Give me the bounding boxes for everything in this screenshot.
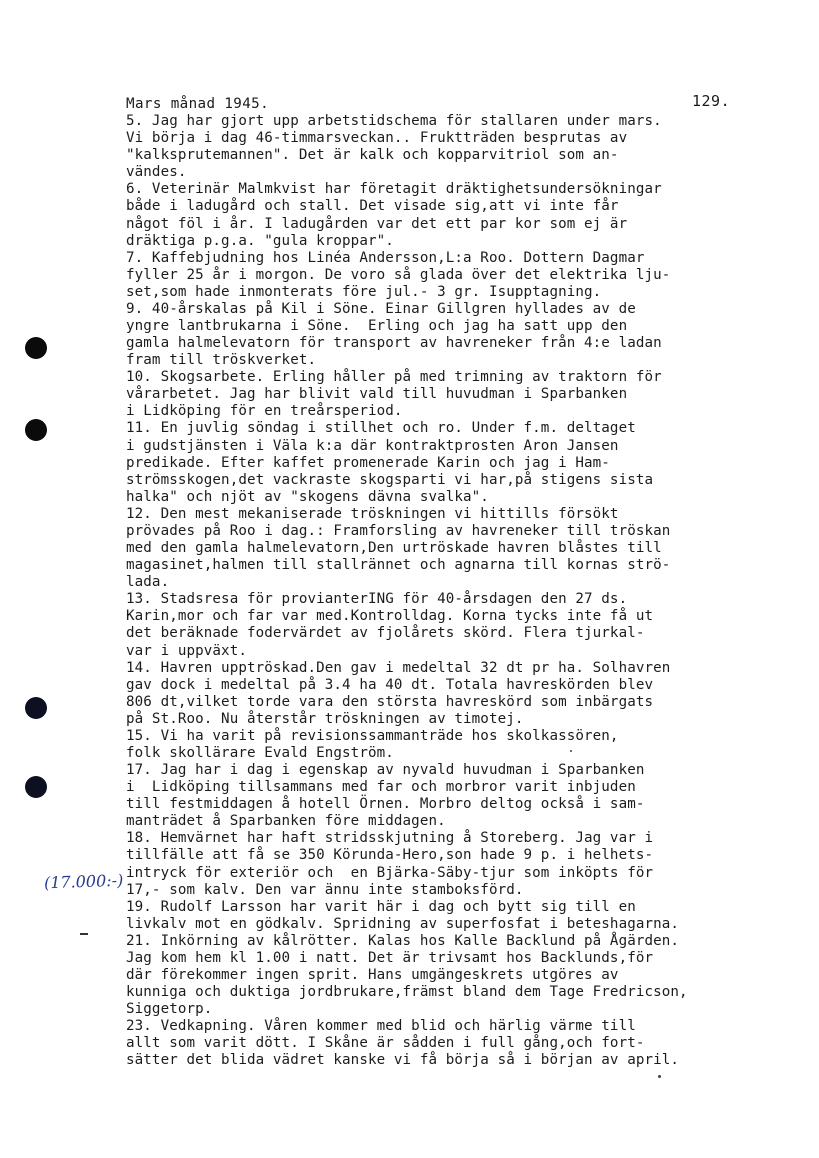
- text-line: 21. Inkörning av kålrötter. Kalas hos Kalle Backlund på Ågärden.: [126, 932, 680, 949]
- text-line: vändes.: [126, 164, 187, 181]
- text-line: i Lidköping tillsammans med far och morbror varit inbjuden: [126, 779, 636, 796]
- text-line: gamla halmelevatorn för transport av havreneker från 4:e ladan: [126, 335, 662, 352]
- text-line: 806 dt,vilket torde vara den största havreskörd som inbärgats: [126, 693, 654, 710]
- text-line: livkalv mot en gödkalv. Spridning av superfosfat i beteshagarna.: [126, 915, 680, 932]
- text-line: prövades på Roo i dag.: Framforsling av havreneker till tröskan: [126, 522, 671, 539]
- text-line: där förekommer ingen sprit. Hans umgängeskrets utgöres av: [126, 966, 619, 983]
- margin-dash-mark: [80, 933, 88, 935]
- text-line: 15. Vi ha varit på revisionssammanträde hos skolkassören,: [126, 727, 619, 744]
- text-line: tillfälle att få se 350 Körunda-Hero,son hade 9 p. i helhets-: [126, 847, 654, 864]
- punch-hole: [25, 776, 47, 798]
- page-heading: Mars månad 1945.: [126, 96, 270, 112]
- ink-speck: [658, 1075, 661, 1078]
- text-line: 14. Havren upptröskad.Den gav i medeltal 32 dt pr ha. Solhavren: [126, 659, 671, 676]
- text-line: i gudstjänsten i Väla k:a där kontraktprosten Aron Jansen: [126, 437, 619, 454]
- text-line: 13. Stadsresa för provianterING för 40-årsdagen den 27 ds.: [126, 591, 628, 608]
- text-line: 5. Jag har gjort upp arbetstidschema för stallaren under mars.: [126, 113, 662, 130]
- text-line: set,som hade inmonterats före jul.- 3 gr. Isupptagning.: [126, 283, 602, 300]
- ink-speck: [570, 750, 572, 752]
- text-line: 17,- som kalv. Den var ännu inte stamboksförd.: [126, 881, 524, 898]
- text-line: i Lidköping för en treårsperiod.: [126, 403, 403, 420]
- text-line: var i uppväxt.: [126, 642, 247, 659]
- text-line: både i ladugård och stall. Det visade sig,att vi inte får: [126, 198, 619, 215]
- typewritten-text: [126, 96, 786, 1069]
- text-line: Jag kom hem kl 1.00 i natt. Det är trivsamt hos Backlunds,för: [126, 949, 654, 966]
- text-line: allt som varit dött. I Skåne är sådden i full gång,och fort-: [126, 1035, 645, 1052]
- text-line: 6. Veterinär Malmkvist har företagit dräktighetsundersökningar: [126, 181, 662, 198]
- text-line: vårarbetet. Jag har blivit vald till huvudman i Sparbanken: [126, 386, 628, 403]
- text-line: 10. Skogsarbete. Erling håller på med trimning av traktorn för: [126, 369, 662, 386]
- text-line: Karin,mor och far var med.Kontrolldag. Korna tycks inte få ut: [126, 608, 654, 625]
- text-line: yngre lantbrukarna i Söne. Erling och jag ha satt upp den: [126, 318, 628, 335]
- handwritten-margin-note: (17.000:-): [43, 870, 124, 893]
- text-line: strömsskogen,det vackraste skogsparti vi har,på stigens sista: [126, 471, 654, 488]
- text-line: till festmiddagen å hotell Örnen. Morbro deltog också i sam-: [126, 796, 645, 813]
- page-number: 129.: [692, 92, 731, 110]
- text-line: Siggetorp.: [126, 1001, 213, 1018]
- punch-hole: [25, 697, 47, 719]
- punch-hole: [25, 419, 47, 441]
- text-line: fram till tröskverket.: [126, 352, 317, 369]
- text-line: "kalksprutemannen". Det är kalk och kopparvitriol som an-: [126, 147, 619, 164]
- text-line: 12. Den mest mekaniserade tröskningen vi hittills försökt: [126, 505, 619, 522]
- text-line: 7. Kaffebjudning hos Linéa Andersson,L:a Roo. Dottern Dagmar: [126, 249, 645, 266]
- text-line: kunniga och duktiga jordbrukare,främst bland dem Tage Fredricson,: [126, 984, 688, 1001]
- text-line: med den gamla halmelevatorn,Den urtröskade havren blåstes till: [126, 540, 662, 557]
- text-line: något föl i år. I ladugården var det ett par kor som ej är: [126, 215, 628, 232]
- text-line: sätter det blida vädret kanske vi få börja så i början av april.: [126, 1052, 680, 1069]
- text-line: 23. Vedkapning. Våren kommer med blid och härlig värme till: [126, 1018, 636, 1035]
- text-line: predikade. Efter kaffet promenerade Karin och jag i Ham-: [126, 454, 610, 471]
- punch-hole: [25, 337, 47, 359]
- text-line: 19. Rudolf Larsson har varit här i dag och bytt sig till en: [126, 898, 636, 915]
- text-line: lada.: [126, 574, 170, 591]
- text-line: intryck för exteriör och en Bjärka-Säby-tjur som inköpts för: [126, 864, 654, 881]
- text-line: magasinet,halmen till stallrännet och agnarna till kornas strö-: [126, 557, 671, 574]
- text-line: 18. Hemvärnet har haft stridsskjutning å Storeberg. Jag var i: [126, 830, 654, 847]
- text-line: 17. Jag har i dag i egenskap av nyvald huvudman i Sparbanken: [126, 762, 645, 779]
- text-line: manträdet å Sparbanken före middagen.: [126, 813, 446, 830]
- text-line: Vi börja i dag 46-timmarsveckan.. Fruktträden besprutas av: [126, 130, 628, 147]
- text-line: gav dock i medeltal på 3.4 ha 40 dt. Totala havreskörden blev: [126, 676, 654, 693]
- text-line: folk skollärare Evald Engström.: [126, 744, 394, 761]
- text-line: 9. 40-årskalas på Kil i Söne. Einar Gillgren hyllades av de: [126, 300, 636, 317]
- text-line: halka" och njöt av "skogens dävna svalka".: [126, 488, 489, 505]
- text-line: på St.Roo. Nu återstår tröskningen av timotej.: [126, 710, 524, 727]
- text-line: dräktiga p.g.a. "gula kroppar".: [126, 232, 394, 249]
- text-line: det beräknade fodervärdet av fjolårets skörd. Flera tjurkal-: [126, 625, 645, 642]
- text-line: 11. En juvlig söndag i stillhet och ro. Under f.m. deltaget: [126, 420, 636, 437]
- text-line: fyller 25 år i morgon. De voro så glada över det elektrika lju-: [126, 266, 671, 283]
